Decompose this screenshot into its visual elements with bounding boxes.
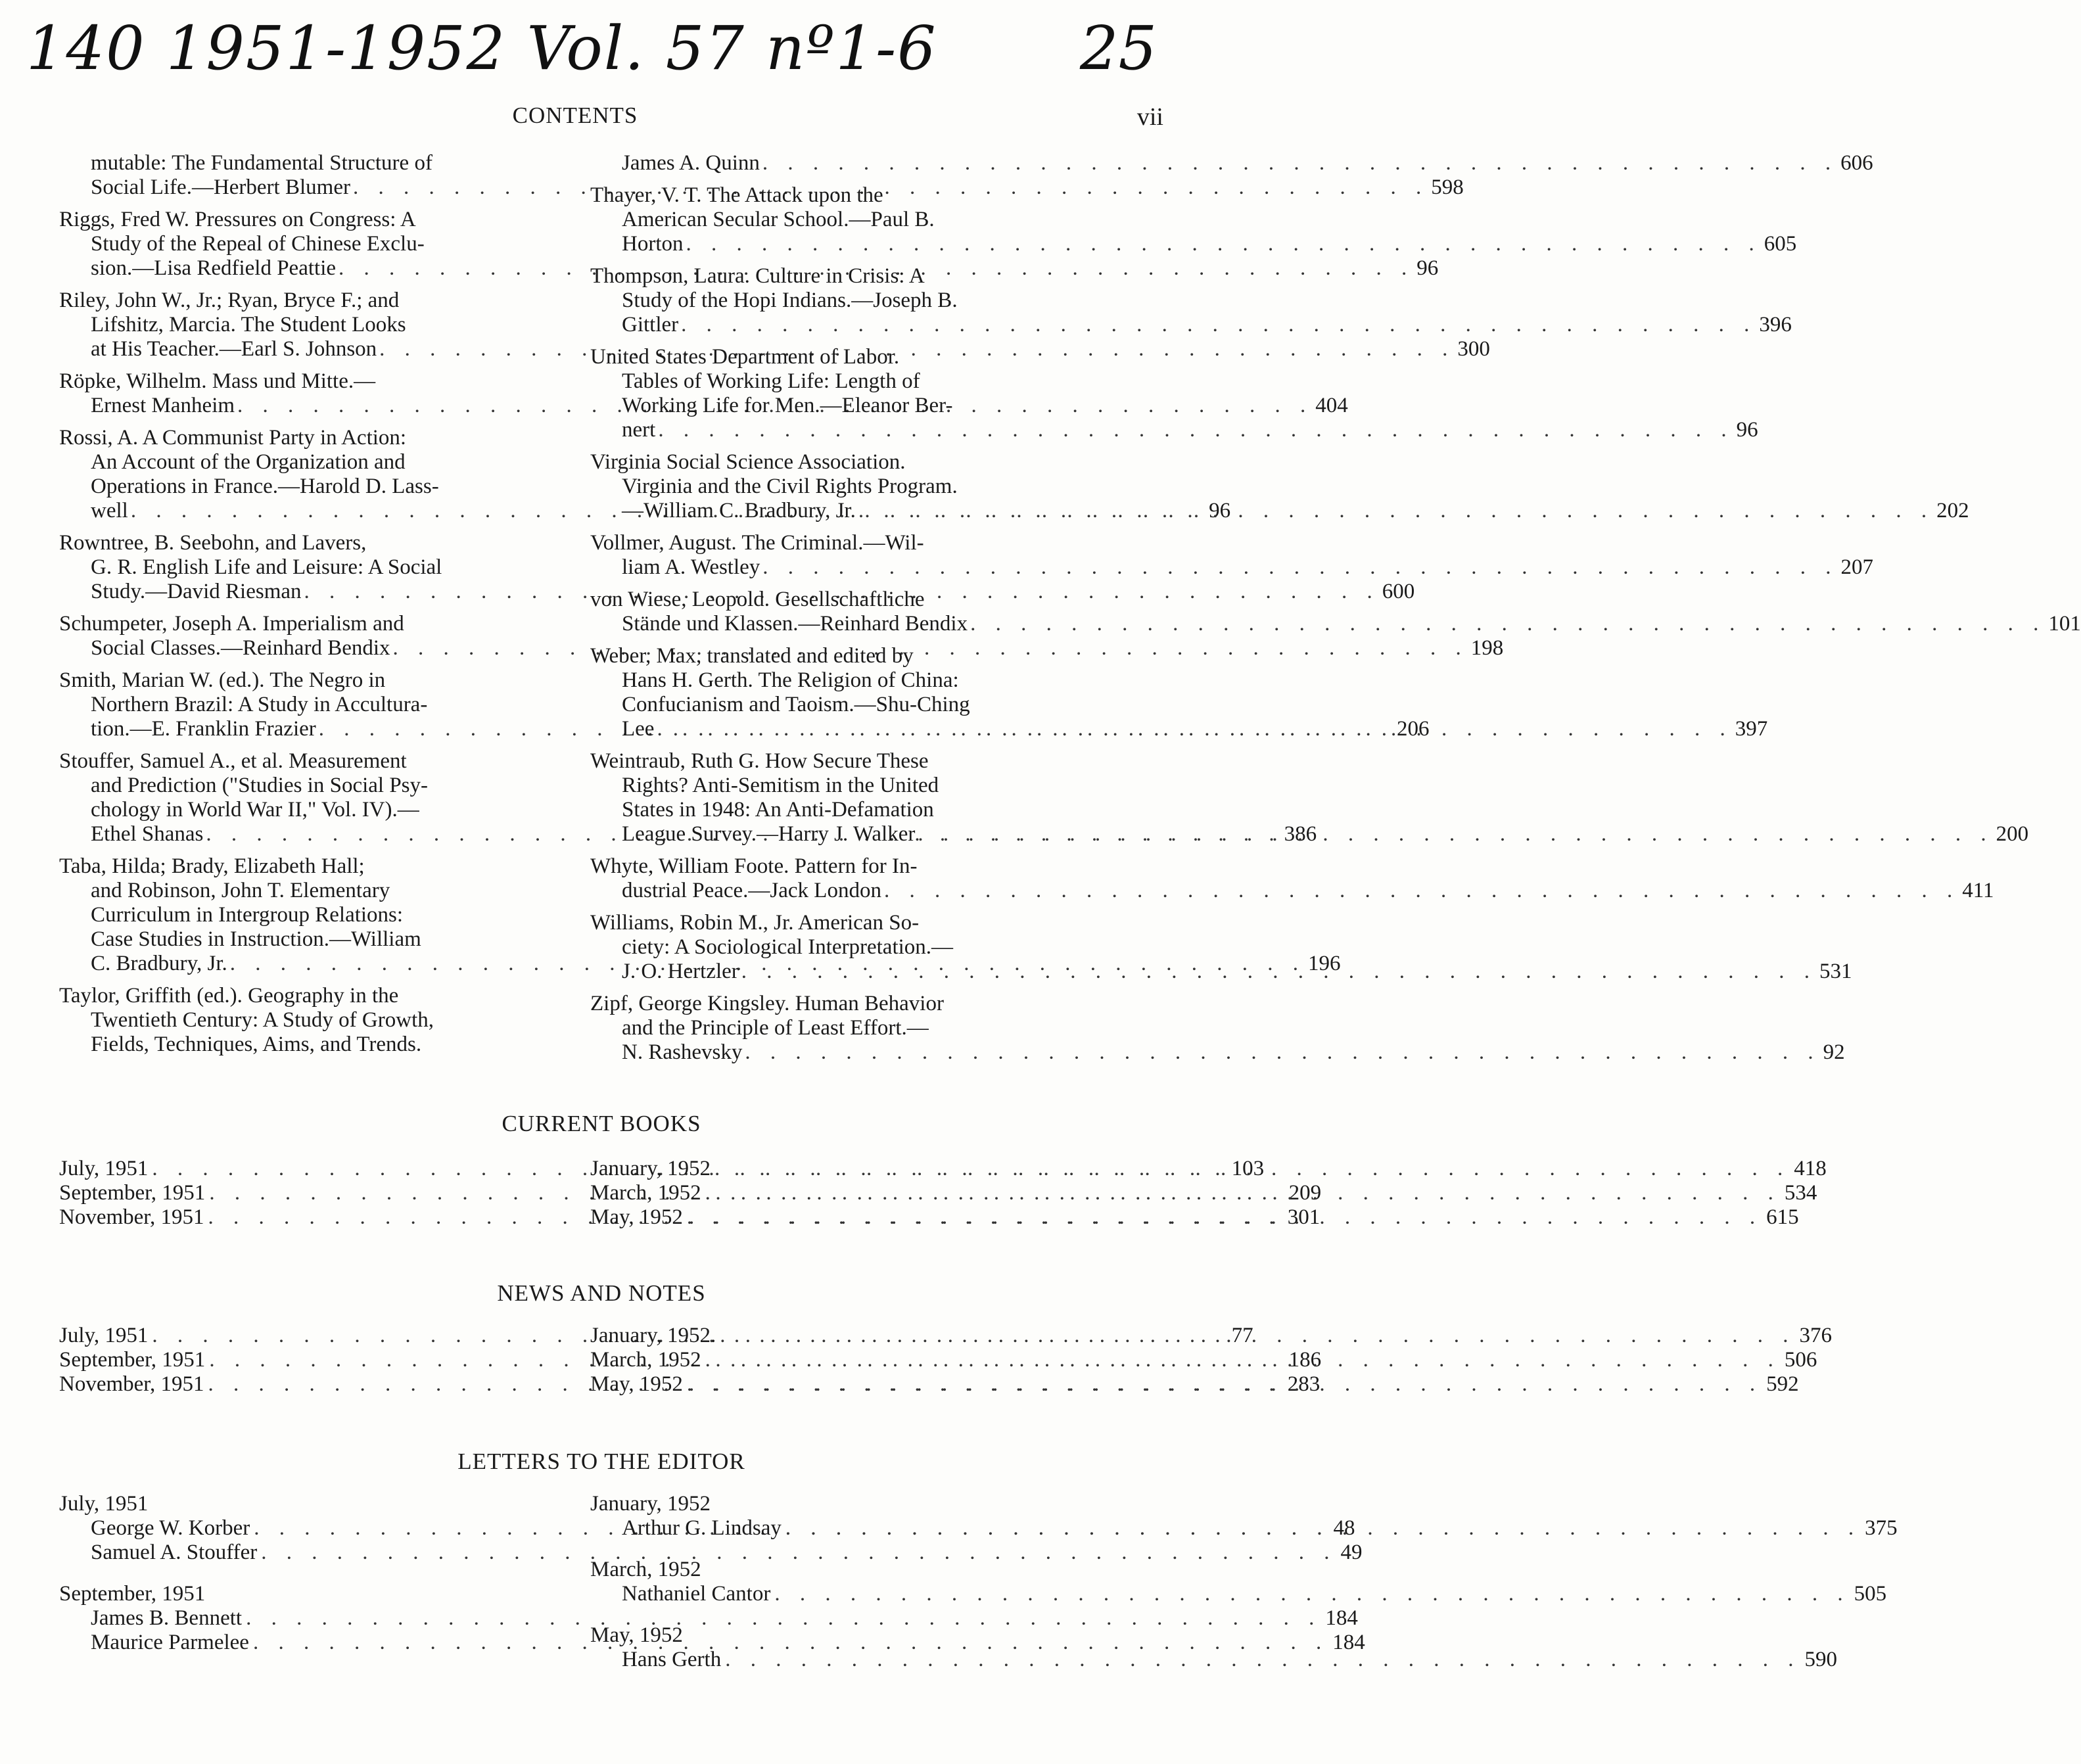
entry-line [590, 475, 1090, 499]
entry-text: Operations in France.—Harold D. Lass- [91, 475, 439, 498]
issue-label: September, 1951 [59, 1181, 206, 1205]
entry-text: von Wiese, Leopold. Gesellschaftliche [590, 588, 925, 611]
entry-text: Horton [622, 232, 684, 256]
issue-page-number: 615 [1766, 1205, 1799, 1229]
entry-page-number: 605 [1764, 232, 1797, 256]
issue-label: May, 1952 [590, 1372, 683, 1396]
issue-label: March, 1952 [590, 1181, 701, 1205]
entry-page-number: 598 [1431, 175, 1464, 199]
entry-text: Social Life.—Herbert Blumer [91, 175, 350, 199]
page-title: CONTENTS [512, 103, 638, 128]
entry-text: and the Principle of Least Effort.— [622, 1016, 929, 1040]
entry-line [59, 798, 559, 822]
entry-line [590, 183, 1090, 208]
letters-issue-label: January, 1952 [590, 1492, 711, 1516]
entry-line [590, 369, 1090, 394]
issue-label: July, 1951 [59, 1157, 149, 1180]
dot-leader [745, 1040, 1820, 1065]
entry-page-number: 404 [1315, 394, 1348, 417]
entry-page-number: 206 [1397, 717, 1430, 741]
letter-author: Arthur G. Lindsay [622, 1516, 782, 1540]
letter-page-number: 48 [1333, 1516, 1355, 1540]
entry-line [590, 612, 2081, 636]
entry-page-number: 207 [1840, 555, 1874, 579]
entry-line [590, 450, 1090, 475]
entry-text: Thayer, V. T. The Attack upon the [590, 183, 883, 207]
entry-page-number: 101 [2048, 612, 2081, 636]
entry-text: States in 1948: An Anti-Defamation [622, 798, 934, 822]
entry-text: Ernest Manheim [91, 394, 235, 417]
entry-line [590, 798, 1090, 822]
entry-line [59, 612, 559, 636]
entry-text: C. Bradbury, Jr. [91, 952, 227, 975]
section-title-news-and-notes: NEWS AND NOTES [497, 1280, 706, 1306]
issue-label: September, 1951 [59, 1348, 206, 1372]
entry-line [59, 693, 559, 717]
entry-text: J. O. Hertzler [622, 960, 739, 983]
entry-line [590, 644, 1090, 668]
letter-page-number: 505 [1854, 1582, 1887, 1606]
entry-line [590, 749, 1090, 774]
entry-text: An Account of the Organization and [91, 450, 406, 474]
entry-text: sion.—Lisa Redfield Peattie [91, 256, 337, 280]
entry-text: Gittler [622, 313, 679, 337]
contents-entry [590, 854, 1994, 903]
entry-text: Whyte, William Foote. Pattern for In- [590, 854, 918, 878]
entry-line [590, 1016, 1090, 1040]
entry-line [590, 668, 1090, 693]
entry-page-number: 198 [1470, 636, 1504, 660]
entry-line [59, 927, 559, 952]
issue-label: November, 1951 [59, 1205, 204, 1229]
issue-label: November, 1951 [59, 1372, 204, 1396]
dot-leader [714, 1157, 1790, 1181]
entry-line [59, 879, 559, 903]
entry-text: Rights? Anti-Semitism in the United [622, 774, 939, 797]
entry-line [590, 531, 1090, 555]
entry-text: Vollmer, August. The Criminal.—Wil- [590, 531, 924, 555]
letters-issue-label: March, 1952 [590, 1558, 701, 1581]
entry-text: Taba, Hilda; Brady, Elizabeth Hall; [59, 854, 365, 878]
entry-text: Röpke, Wilhelm. Mass und Mitte.— [59, 369, 376, 393]
entry-text: and Robinson, John T. Elementary [91, 879, 390, 902]
entry-line [59, 151, 559, 175]
section-title-current-books: CURRENT BOOKS [502, 1111, 701, 1136]
entry-text: Rowntree, B. Seebohn, and Lavers, [59, 531, 367, 555]
entry-text: Tables of Working Life: Length of [622, 369, 920, 393]
entry-line [59, 475, 559, 499]
letter-author: Maurice Parmelee [91, 1631, 249, 1654]
dot-leader [762, 555, 1838, 580]
letter-author: George W. Korber [91, 1516, 250, 1540]
entry-text: United States Department of Labor. [590, 345, 900, 369]
issue-page-number: 534 [1784, 1181, 1817, 1205]
entry-page-number: 396 [1759, 313, 1792, 337]
entry-line [59, 531, 559, 555]
entry-page-number: 397 [1735, 717, 1768, 741]
entry-line [59, 854, 559, 879]
entry-text: liam A. Westley [622, 555, 760, 579]
issue-page-number: 506 [1784, 1348, 1817, 1372]
letter-page-number: 375 [1865, 1516, 1898, 1540]
letter-author: Samuel A. Stouffer [91, 1541, 258, 1564]
letter-page-number: 590 [1804, 1648, 1837, 1671]
entry-text: Study of the Hopi Indians.—Joseph B. [622, 289, 958, 312]
letter-page-number: 49 [1340, 1541, 1363, 1564]
entry-text: Weber, Max, translated and edited by [590, 644, 914, 668]
entry-line [59, 903, 559, 927]
letter-row [59, 1541, 1363, 1565]
entry-line [590, 588, 1090, 612]
issue-page-number: 209 [1288, 1181, 1322, 1205]
entry-text: and Prediction ("Studies in Social Psy- [91, 774, 429, 797]
entry-text: Riggs, Fred W. Pressures on Congress: A [59, 208, 416, 231]
entry-text: Twentieth Century: A Study of Growth, [91, 1008, 434, 1032]
dot-leader [725, 1648, 1800, 1672]
entry-text: Thompson, Laura. Culture in Crisis: A [590, 264, 925, 288]
entry-line [59, 369, 559, 394]
dot-leader [705, 1348, 1781, 1372]
section-title-letters: LETTERS TO THE EDITOR [457, 1449, 745, 1474]
entry-text: Lifshitz, Marcia. The Student Looks [91, 313, 406, 337]
entry-line [590, 1040, 1845, 1065]
dot-leader [918, 822, 1993, 847]
entry-line [59, 289, 559, 313]
entry-text: Weintraub, Ruth G. How Secure These [590, 749, 929, 773]
issue-page-number: 186 [1288, 1348, 1322, 1372]
entry-text: dustrial Peace.—Jack London [622, 879, 881, 902]
entry-text: G. R. English Life and Leisure: A Social [91, 555, 442, 579]
entry-page-number: 96 [1209, 499, 1231, 522]
issue-page-number: 376 [1799, 1324, 1832, 1347]
entry-line [590, 289, 1090, 313]
letter-row [590, 1648, 1837, 1672]
dot-leader [762, 151, 1838, 175]
entry-line [590, 879, 1994, 903]
dot-leader [970, 612, 2046, 636]
entry-line [590, 313, 1792, 337]
dot-leader [720, 1324, 1795, 1348]
dot-leader [741, 960, 1817, 984]
issue-page-number: 103 [1231, 1157, 1265, 1180]
entry-text: Stände und Klassen.—Reinhard Bendix [622, 612, 968, 636]
issue-label: May, 1952 [590, 1205, 683, 1229]
letters-issue-group [590, 1558, 1887, 1606]
entry-text: Lee [622, 717, 655, 741]
entry-line [590, 911, 1090, 935]
entry-line [59, 774, 559, 798]
entry-text: Virginia Social Science Association. [590, 450, 906, 474]
entry-line [590, 774, 1090, 798]
entry-line [590, 151, 1873, 175]
entry-page-number: 196 [1308, 952, 1341, 975]
entry-text: Hans H. Gerth. The Religion of China: [622, 668, 959, 692]
entry-text: Zipf, George Kingsley. Human Behavior [590, 992, 944, 1015]
entry-text: James A. Quinn [622, 151, 760, 175]
issue-page-number: 592 [1766, 1372, 1799, 1396]
entry-page-number: 202 [1936, 499, 1969, 522]
letter-author: James B. Bennett [91, 1606, 243, 1630]
letters-issue-label: July, 1951 [59, 1492, 149, 1516]
contents-entry [590, 264, 1792, 337]
dot-leader [657, 717, 1732, 741]
letter-page-number: 184 [1332, 1631, 1365, 1654]
contents-entry [590, 531, 1874, 580]
handwritten-annotation [20, 13, 1183, 85]
dot-leader [681, 313, 1756, 337]
contents-entry [590, 151, 1873, 175]
page-number: vii [1136, 103, 1163, 131]
entry-line [590, 992, 1090, 1016]
entry-line [59, 1008, 559, 1033]
dot-leader [687, 1205, 1762, 1230]
entry-line [59, 1033, 559, 1057]
entry-text: Virginia and the Civil Rights Program. [622, 475, 958, 498]
entry-text: Rossi, A. A Communist Party in Action: [59, 426, 407, 450]
letter-author: Hans Gerth [622, 1648, 722, 1671]
entry-text: at His Teacher.—Earl S. Johnson [91, 337, 377, 361]
issue-label: January, 1952 [590, 1157, 711, 1180]
entry-line [590, 264, 1090, 289]
entry-page-number: 96 [1736, 418, 1758, 442]
entry-line [590, 418, 1758, 442]
entry-text: N. Rashevsky [622, 1040, 743, 1064]
entry-text: Social Classes.—Reinhard Bendix [91, 636, 390, 660]
entry-text: Taylor, Griffith (ed.). Geography in the [59, 984, 399, 1008]
entry-text: tion.—E. Franklin Frazier [91, 717, 316, 741]
entry-line [59, 668, 559, 693]
entry-text: Case Studies in Instruction.—William [91, 927, 421, 951]
entry-page-number: 386 [1284, 822, 1317, 846]
contents-entry [590, 992, 1845, 1065]
entry-text: League Survey.—Harry J. Walker [622, 822, 916, 846]
entry-line [59, 450, 559, 475]
entry-line [590, 935, 1090, 960]
entry-text: well [91, 499, 128, 522]
issue-page-number: 77 [1231, 1324, 1253, 1347]
letter-row [590, 1582, 1887, 1606]
entry-line [59, 232, 559, 256]
entry-page-number: 300 [1457, 337, 1490, 361]
entry-text: mutable: The Fundamental Structure of [91, 151, 433, 175]
entry-text: nert [622, 418, 656, 442]
entry-page-number: 606 [1840, 151, 1873, 175]
entry-text: Fields, Techniques, Aims, and Trends. [91, 1033, 422, 1056]
contents-entry [59, 984, 559, 1057]
entry-page-number: 96 [1416, 256, 1439, 280]
issue-page-number: 283 [1287, 1372, 1321, 1396]
entry-page-number: 600 [1382, 580, 1415, 603]
entry-line [590, 208, 1090, 232]
entry-line [59, 984, 559, 1008]
entry-line [590, 693, 1090, 717]
entry-line [590, 555, 1874, 580]
entry-text: Northern Brazil: A Study in Accultura- [91, 693, 428, 716]
entry-line [590, 854, 1090, 879]
entry-text: Ethel Shanas [91, 822, 204, 846]
dot-leader [774, 1582, 1850, 1606]
entry-text: Schumpeter, Joseph A. Imperialism and [59, 612, 404, 636]
dot-leader [705, 1181, 1781, 1205]
letters-issue-label: September, 1951 [59, 1582, 206, 1606]
entry-line [59, 313, 559, 337]
entry-page-number: 200 [1996, 822, 2029, 846]
letters-issue-label: May, 1952 [590, 1623, 683, 1647]
issue-label: March, 1952 [590, 1348, 701, 1372]
issue-page-number: 301 [1287, 1205, 1321, 1229]
entry-page-number: 531 [1819, 960, 1852, 983]
entry-text: Curriculum in Intergroup Relations: [91, 903, 404, 927]
issue-label: January, 1952. [590, 1324, 716, 1347]
handwritten-volume-note: 140 1951-1952 Vol. 57 nº1-6 [26, 13, 937, 83]
page-header [59, 103, 1163, 131]
entry-line [590, 345, 1090, 369]
entry-line [590, 394, 1090, 418]
issue-label: July, 1951 [59, 1324, 149, 1347]
entry-text: —William C. Bradbury, Jr. [622, 499, 856, 522]
entry-text: Study.—David Riesman [91, 580, 302, 603]
dot-leader [884, 879, 1959, 903]
entry-text: Study of the Repeal of Chinese Exclu- [91, 232, 425, 256]
entry-line [59, 749, 559, 774]
entry-text: Confucianism and Taoism.—Shu-Ching [622, 693, 970, 716]
letter-author: Nathaniel Cantor [622, 1582, 771, 1606]
entry-text: ciety: A Sociological Interpretation.— [622, 935, 954, 959]
issue-page-number: 418 [1794, 1157, 1827, 1180]
entry-page-number: 411 [1962, 879, 1994, 902]
entry-text: chology in World War II," Vol. IV).— [91, 798, 419, 822]
entry-text: Williams, Robin M., Jr. American So- [590, 911, 920, 935]
dot-leader [658, 418, 1733, 442]
entry-text: American Secular School.—Paul B. [622, 208, 935, 231]
entry-line [59, 208, 559, 232]
entry-text: Working Life for Men.—Eleanor Ber- [622, 394, 953, 417]
letter-row [59, 1606, 1358, 1631]
entry-text: Stouffer, Samuel A., et al. Measurement [59, 749, 407, 773]
entry-text: Smith, Marian W. (ed.). The Negro in [59, 668, 386, 692]
entry-line [59, 555, 559, 580]
entry-page-number: 92 [1823, 1040, 1845, 1064]
entry-line [590, 232, 1797, 256]
letter-page-number: 184 [1325, 1606, 1358, 1630]
handwritten-number: 25 [1079, 13, 1157, 83]
entry-line [59, 426, 559, 450]
entry-text: Riley, John W., Jr.; Ryan, Bryce F.; and [59, 289, 400, 312]
dot-leader [785, 1516, 1861, 1541]
dot-leader [858, 499, 1934, 523]
dot-leader [687, 1372, 1762, 1397]
dot-leader [686, 232, 1762, 256]
